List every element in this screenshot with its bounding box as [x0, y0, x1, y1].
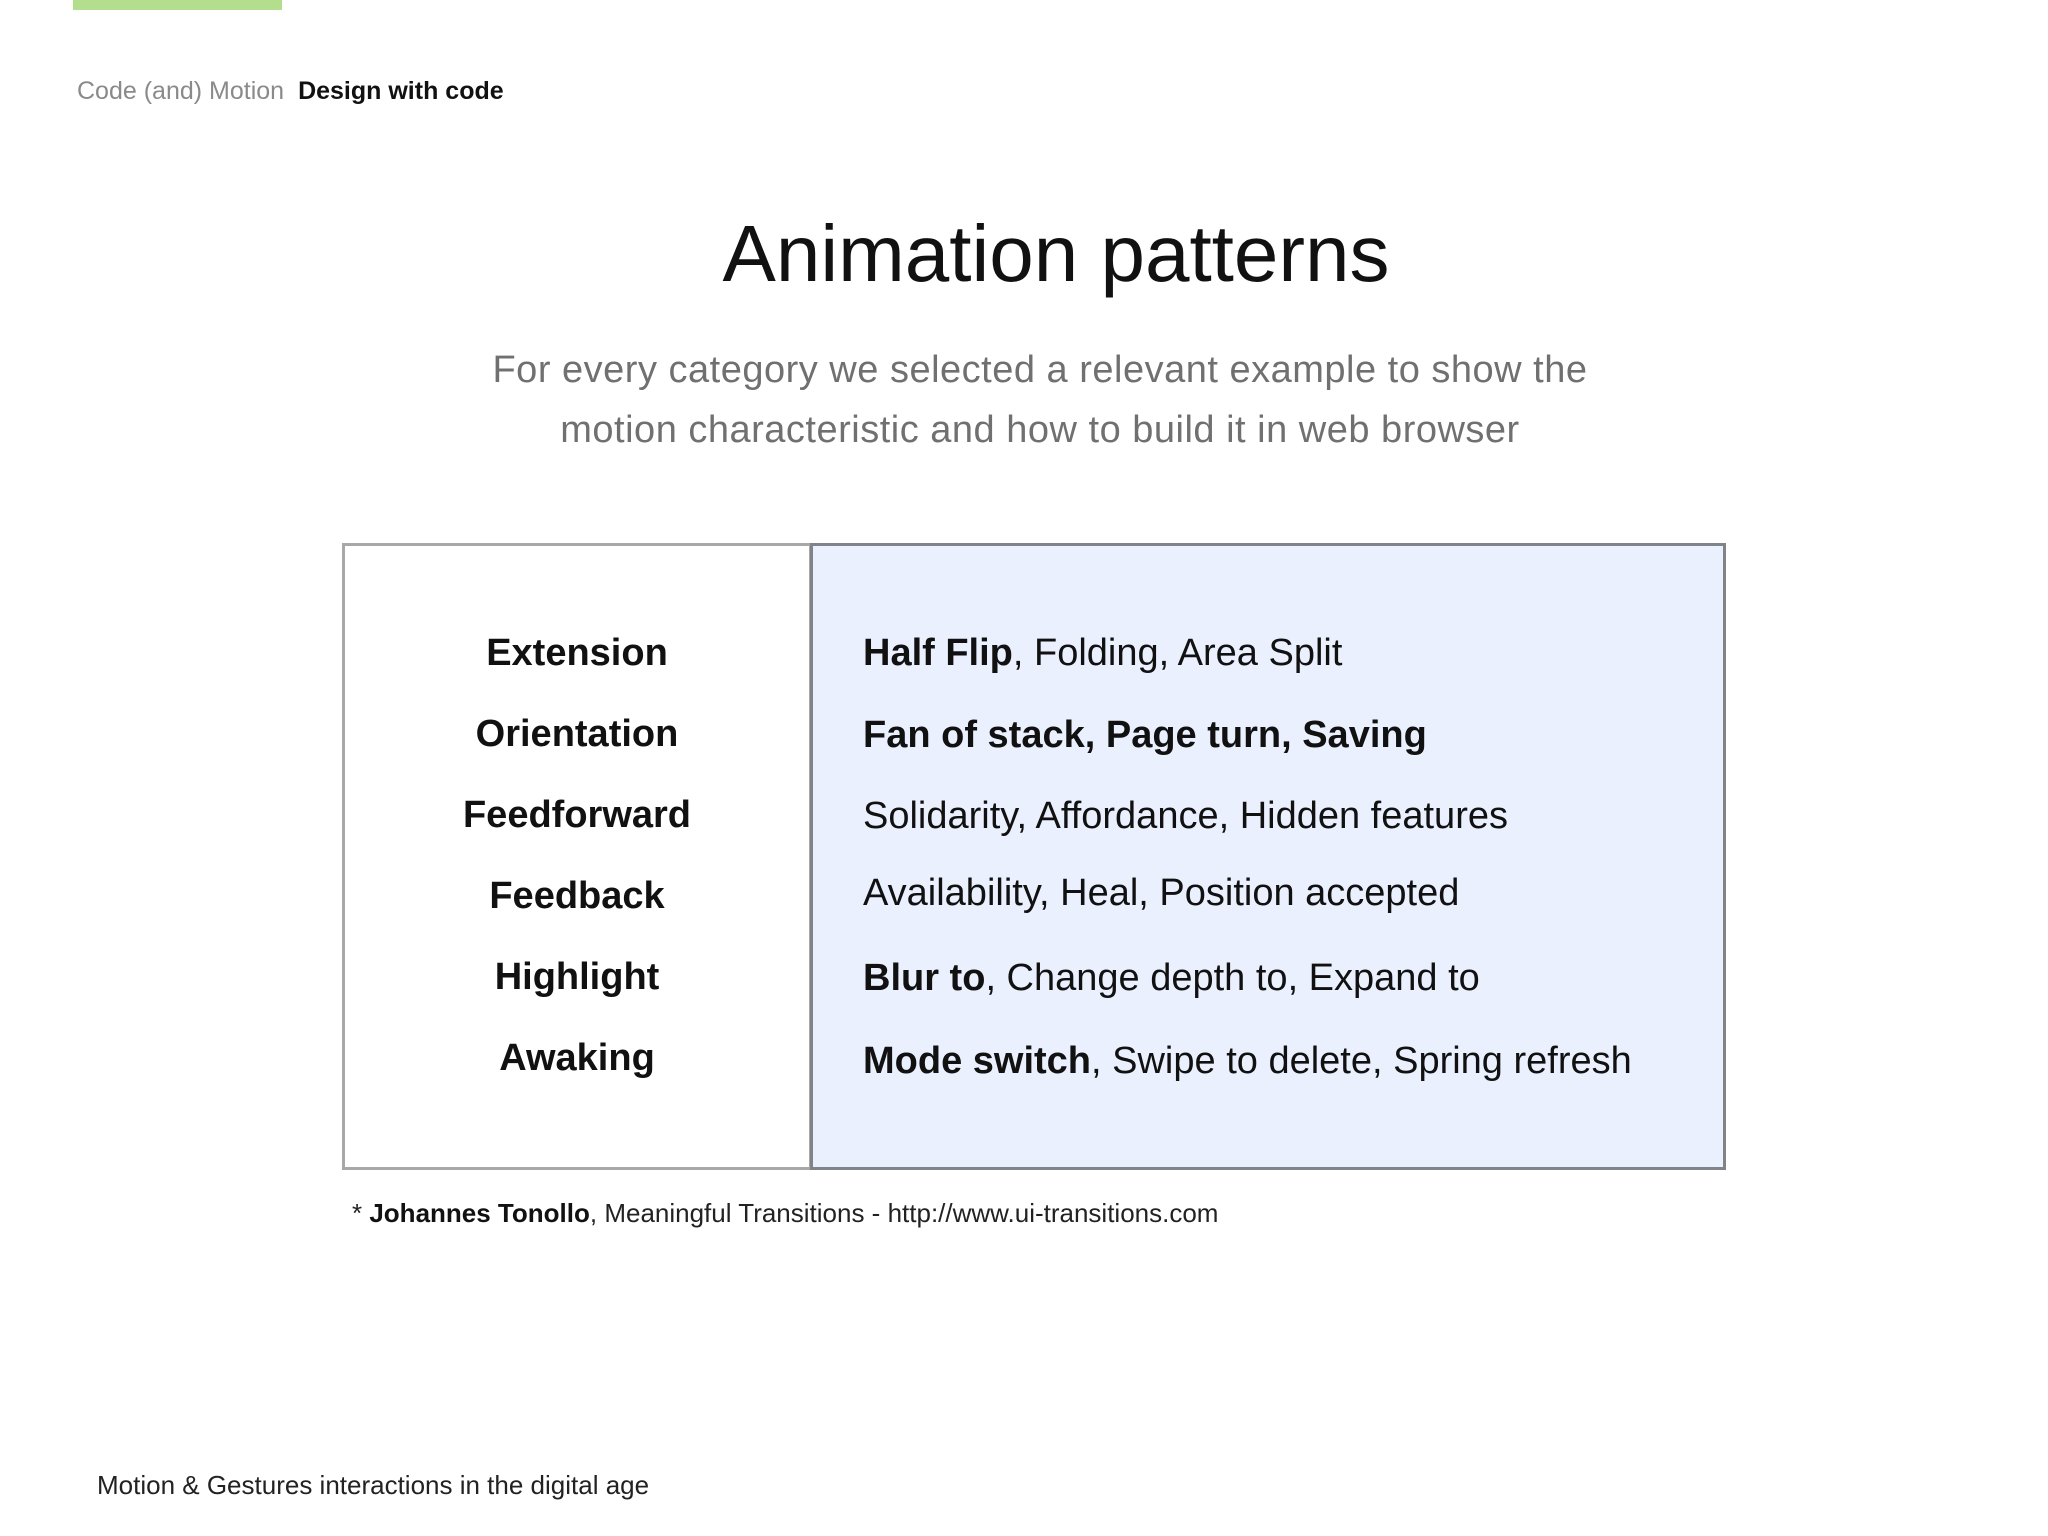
- category-orientation: Orientation: [475, 713, 679, 755]
- category-extension: Extension: [486, 632, 668, 674]
- breadcrumb-current: Design with code: [298, 77, 504, 105]
- example-primary: Mode switch: [863, 1040, 1092, 1082]
- examples-orientation: [863, 710, 1427, 760]
- pattern-table: [342, 543, 1726, 1170]
- examples-awaking: [863, 1036, 1632, 1086]
- footnote-author: Johannes Tonollo: [369, 1198, 590, 1228]
- example-secondary: , Change depth to, Expand to: [985, 957, 1480, 999]
- example-secondary: Availability, Heal, Position accepted: [863, 872, 1460, 914]
- category-column: [342, 543, 812, 1170]
- category-feedforward: Feedforward: [462, 794, 692, 836]
- example-primary: Fan of stack, Page turn, Saving: [863, 714, 1427, 756]
- example-secondary: , Swipe to delete, Spring refresh: [1091, 1040, 1632, 1082]
- footnote-work: , Meaningful Transitions -: [589, 1198, 888, 1228]
- page-title: Animation patterns: [722, 209, 1390, 298]
- footnote-marker: *: [352, 1198, 370, 1228]
- subtitle-line-1: For every category we selected a relevant example to show the: [492, 349, 1588, 391]
- breadcrumb: [77, 74, 504, 108]
- footnote: [352, 1196, 1218, 1230]
- example-primary: Half Flip: [863, 632, 1013, 674]
- example-primary: Blur to: [863, 957, 986, 999]
- examples-highlight: [863, 953, 1480, 1003]
- example-secondary: , Folding, Area Split: [1012, 632, 1343, 674]
- footer-text: Motion & Gestures interactions in the digital age: [97, 1470, 650, 1500]
- examples-extension: [863, 628, 1342, 678]
- examples-feedforward: [863, 791, 1508, 841]
- breadcrumb-section[interactable]: Code (and) Motion: [77, 77, 285, 105]
- examples-column: [810, 543, 1726, 1170]
- category-feedback: Feedback: [489, 875, 665, 917]
- category-highlight: Highlight: [494, 956, 660, 998]
- category-awaking: Awaking: [499, 1037, 655, 1079]
- subtitle-line-2: motion characteristic and how to build it in web browser: [560, 409, 1520, 451]
- example-secondary: Solidarity, Affordance, Hidden features: [863, 795, 1508, 837]
- accent-bar: [73, 0, 282, 10]
- subtitle: [440, 340, 1640, 460]
- examples-feedback: [863, 868, 1459, 918]
- footnote-link[interactable]: http://www.ui-transitions.com: [887, 1198, 1219, 1228]
